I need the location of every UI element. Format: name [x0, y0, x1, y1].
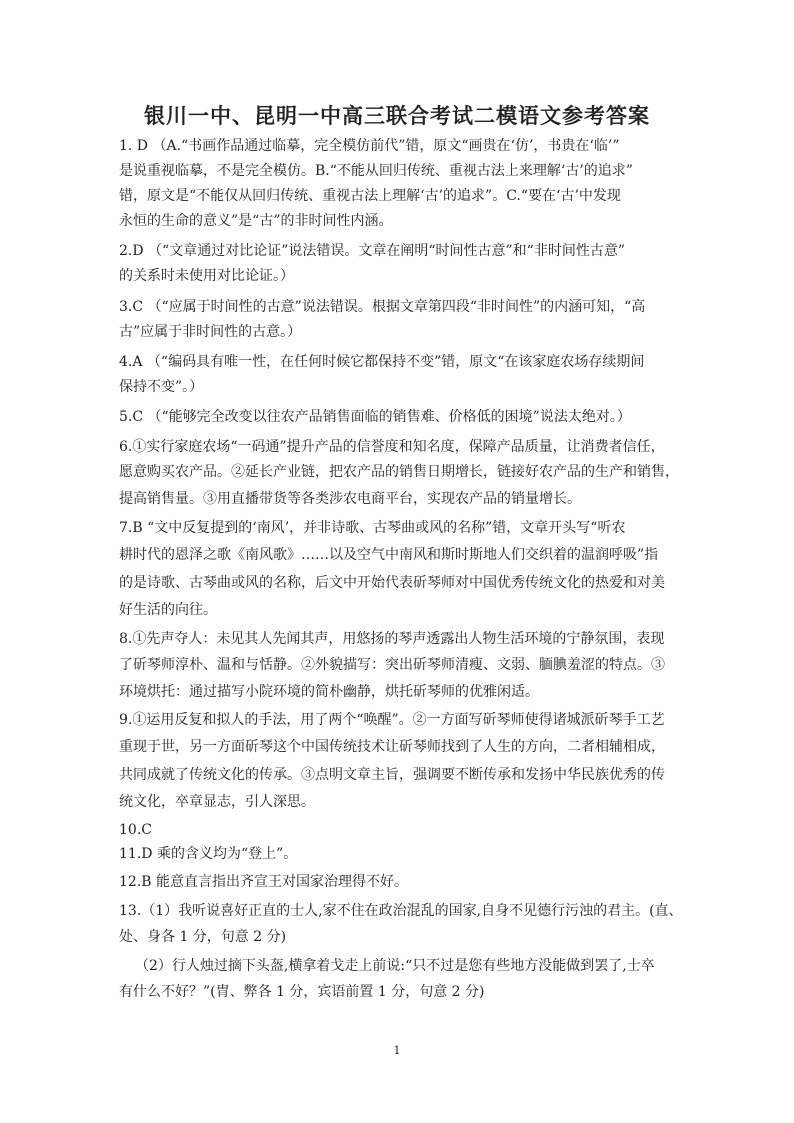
- text-line: 11.D 乘的含义均为“登上”。: [119, 846, 298, 862]
- text-line: 的是诗歌、古琴曲或风的名称，后文中开始代表斫琴师对中国优秀传统文化的热爱和对美: [119, 575, 665, 591]
- text-line: 共同成就了传统文化的传承。③点明文章主旨，强调要不断传承和发扬中华民族优秀的传: [119, 767, 665, 783]
- text-line: （2）行人烛过摘下头盔,横拿着戈走上前说:“只不过是您有些地方没能做到罢了,士卒: [135, 958, 655, 974]
- text-line: 永恒的生命的意义”是“古”的非时间性内涵。: [119, 213, 393, 229]
- text-line: 是说重视临摹，不是完全模仿。B.“不能从回归传统、重视古法上来理解‘古’的追求”: [119, 163, 633, 179]
- text-line: 保持不变”。）: [119, 379, 204, 395]
- text-line: 古”应属于非时间性的古意。）: [119, 324, 302, 340]
- text-line: 环境烘托：通过描写小院环境的简朴幽静，烘托斫琴师的优雅闲适。: [119, 684, 539, 700]
- text-line: 重现于世，另一方面斫琴这个中国传统技术让斫琴师找到了人生的方向，二者相辅相成，: [119, 739, 665, 755]
- text-line: 好生活的向往。: [119, 602, 217, 618]
- text-line: 7.B “文中反复提到的‘南风’，并非诗歌、古琴曲或风的名称”错，文章开头写“听农: [119, 520, 626, 536]
- page-title: 银川一中、昆明一中高三联合考试二模语文参考答案: [144, 103, 650, 128]
- text-line: 3.C （“应属于时间性的古意”说法错误。根据文章第四段“非时间性”的内涵可知，“高: [119, 299, 646, 315]
- text-line: 耕时代的恩泽之歌《南风歌》……以及空气中南风和斯时斯地人们交织着的温润呼吸”指: [119, 547, 659, 563]
- text-line: 12.B 能意直言指出齐宣王对国家治理得不好。: [119, 874, 409, 890]
- text-line: 1. D （A.“书画作品通过临摹，完全模仿前代”错，原文“画贵在‘仿’，书贵在‘临’”: [119, 138, 620, 154]
- text-line: 6.①实行家庭农场“一码通”提升产品的信誉度和知名度，保障产品质量，让消费者信任，: [119, 439, 665, 455]
- text-line: 了斫琴师淳朴、温和与恬静。②外貌描写：突出斫琴师清瘦、文弱、腼腆羞涩的特点。③: [119, 657, 665, 673]
- text-line: 有什么不好？”(胄、弊各 1 分，宾语前置 1 分，句意 2 分): [119, 984, 485, 1000]
- text-line: 8.①先声夺人：未见其人先闻其声，用悠扬的琴声透露出人物生活环境的宁静氛围，表现: [119, 631, 665, 647]
- text-line: 错，原文是“不能仅从回归传统、重视古法上理解‘古’的追求”。C.“要在‘古’中发现: [119, 188, 621, 204]
- text-line: 处、身各 1 分，句意 2 分): [119, 929, 287, 945]
- text-line: 的关系时未使用对比论证。）: [119, 268, 294, 284]
- text-line: 愿意购买农产品。②延长产业链，把农产品的销售日期增长，链接好农产品的生产和销售，: [119, 464, 679, 480]
- text-line: 10.C: [119, 822, 152, 838]
- text-line: 9.①运用反复和拟人的手法，用了两个“唤醒”。②一方面写斫琴师使得诸城派斫琴手工艺: [119, 712, 665, 728]
- text-line: 13.（1）我听说喜好正直的士人,家不住在政治混乱的国家,自身不见德行污浊的君主。(直、: [119, 903, 683, 919]
- text-line: 5.C （“能够完全改变以往农产品销售面临的销售难、价格低的困境”说法太绝对。）: [119, 409, 631, 425]
- text-line: 提高销售量。③用直播带货等各类涉农电商平台，实现农产品的销量增长。: [119, 491, 581, 507]
- page-number: 1: [393, 1044, 401, 1057]
- text-line: 4.A （“编码具有唯一性，在任何时候它都保持不变”错，原文“在该家庭农场存续期间: [119, 354, 645, 370]
- text-line: 统文化，卒章显志，引人深思。: [119, 794, 315, 810]
- text-line: 2.D （“文章通过对比论证”说法错误。文章在阐明“时间性古意”和“非时间性古意”: [119, 243, 625, 259]
